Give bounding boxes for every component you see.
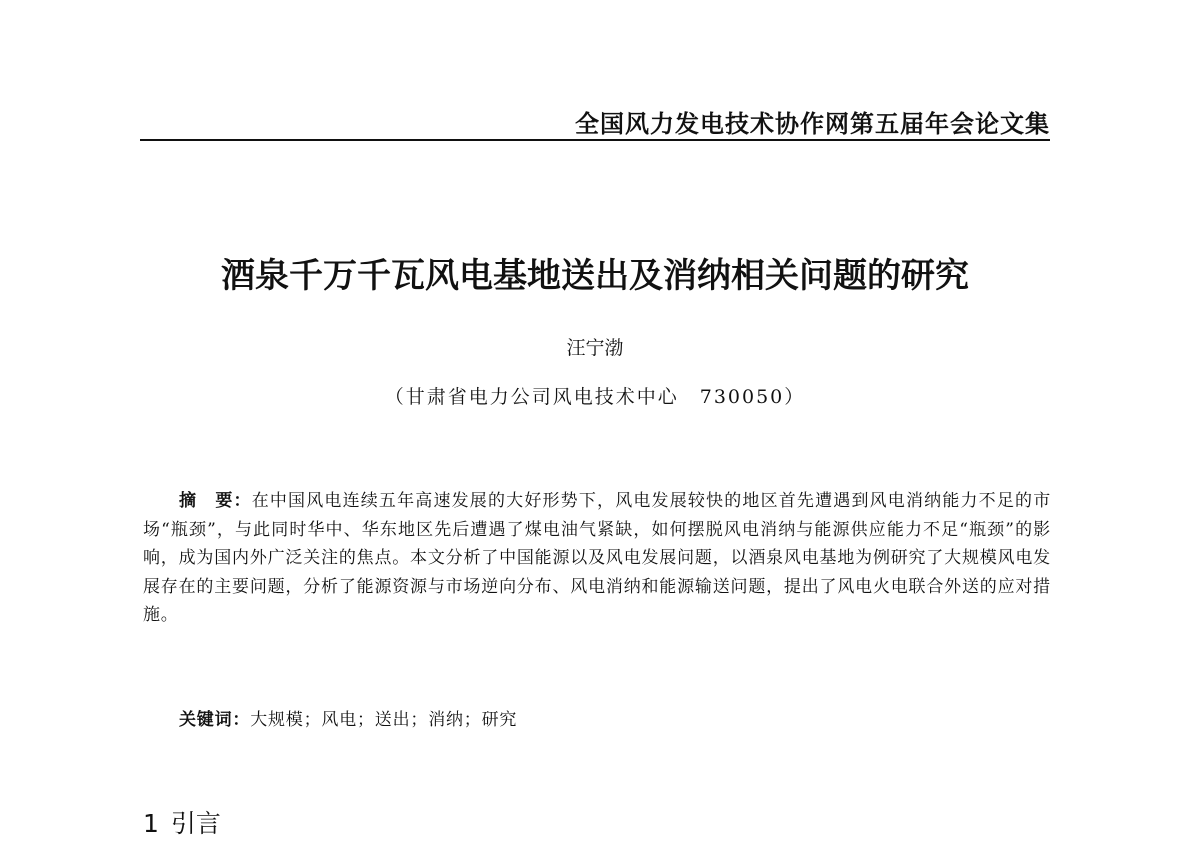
- section-title: 引言: [170, 809, 221, 838]
- author-affiliation: （甘肃省电力公司风电技术中心 730050）: [384, 386, 806, 408]
- abstract: [143, 487, 1051, 630]
- section-number: 1: [143, 809, 159, 838]
- paper-author: 汪宁渤: [566, 337, 624, 359]
- header-rule: [140, 139, 1050, 141]
- proceedings-title: 全国风力发电技术协作网第五届年会论文集: [575, 109, 1050, 138]
- keywords-label: 关键词：: [179, 710, 251, 730]
- abstract-text: 在中国风电连续五年高速发展的大好形势下，风电发展较快的地区首先遭遇到风电消纳能力不足的市场“瓶颈”，与此同时华中、华东地区先后遭遇了煤电油气紧缺，如何摆脱风电消纳与能源供应能力不足“瓶颈”的影响，成为国内外广泛关注的焦点。本文分析了中国能源以及风电发展问题，以酒泉风电基地为例研究了大规模风电发展存在的主要问题，分析了能源资源与市场逆向分布、风电消纳和能源输送问题，提出了风电火电联合外送的应对措施。: [143, 491, 1051, 626]
- paper-title: 酒泉千万千瓦风电基地送出及消纳相关问题的研究: [221, 256, 969, 296]
- keywords: [179, 705, 517, 730]
- keywords-text: 大规模；风电；送出；消纳；研究: [250, 710, 518, 730]
- abstract-label: 摘 要：: [179, 491, 252, 511]
- section-heading: [143, 804, 221, 840]
